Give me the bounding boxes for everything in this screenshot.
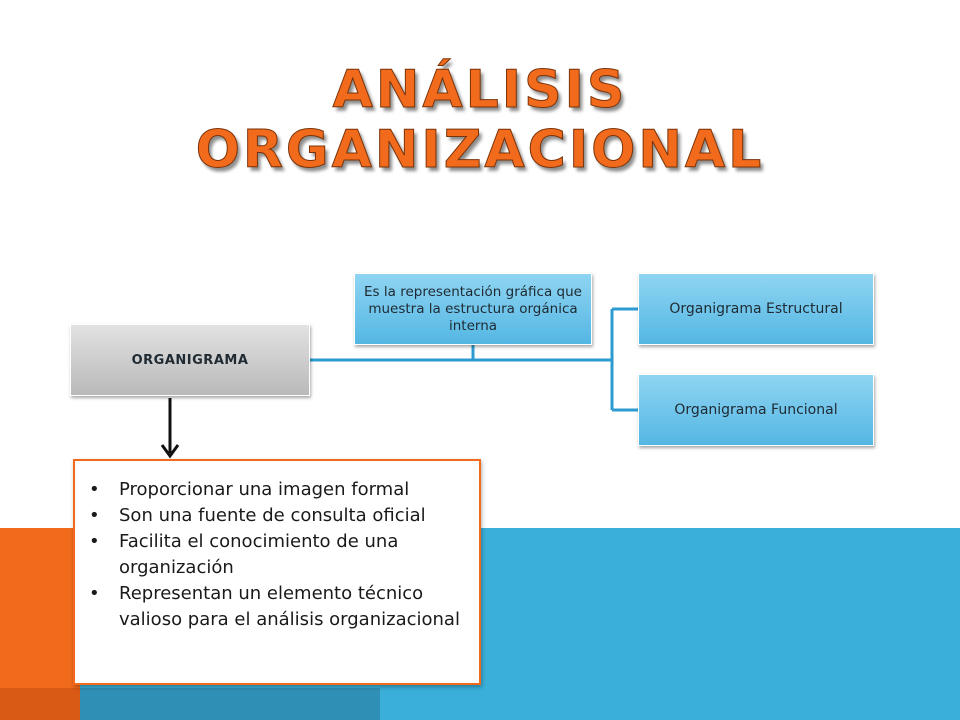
bullet-icon: • xyxy=(89,531,100,552)
benefits-list xyxy=(89,477,469,633)
slide-title: ANÁLISIS ORGANIZACIONAL xyxy=(195,60,765,180)
organigrama-node: ORGANIGRAMA xyxy=(70,324,310,396)
bullet-icon: • xyxy=(89,479,100,500)
benefit-text: Facilita el conocimiento de una organización xyxy=(119,531,399,578)
benefit-item xyxy=(89,581,469,633)
definition-node: Es la representación gráfica que muestra la estructura orgánica interna xyxy=(354,273,592,345)
benefit-text: Proporcionar una imagen formal xyxy=(119,479,410,500)
benefit-text: Representan un elemento técnico valioso para el análisis organizacional xyxy=(119,583,460,630)
benefits-box xyxy=(73,459,481,685)
bullet-icon: • xyxy=(89,505,100,526)
bullet-icon: • xyxy=(89,583,100,604)
benefit-text: Son una fuente de consulta oficial xyxy=(119,505,426,526)
organigrama-funcional-node: Organigrama Funcional xyxy=(638,374,874,446)
benefit-item xyxy=(89,477,469,503)
benefit-item xyxy=(89,503,469,529)
organigrama-estructural-node: Organigrama Estructural xyxy=(638,273,874,345)
benefit-item xyxy=(89,529,469,581)
